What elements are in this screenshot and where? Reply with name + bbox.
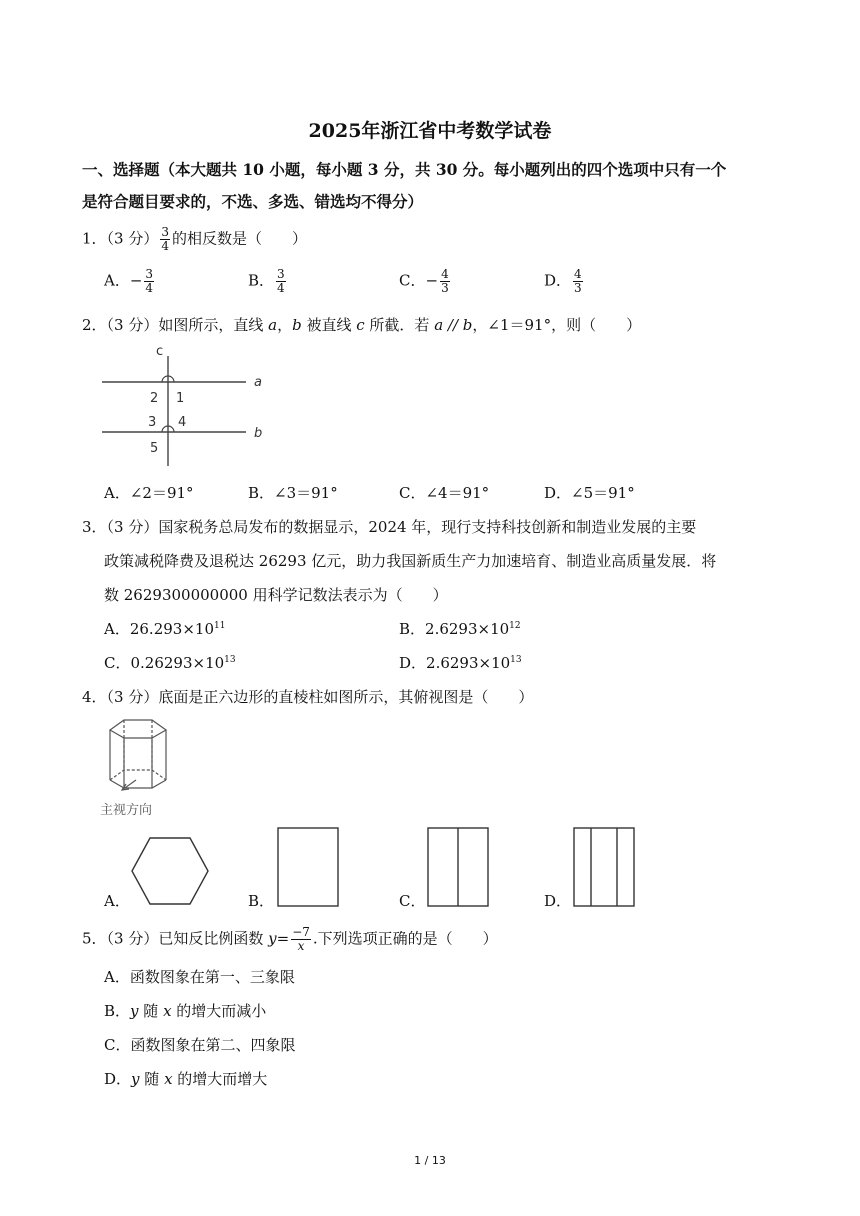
q2-option-d[interactable]: D．∠5＝91° (544, 484, 635, 502)
label-b: b (254, 426, 263, 441)
q4-option-c-two-panels[interactable] (426, 826, 490, 908)
q3-option-d[interactable]: D．$2.6293\times 10^{13}$ (399, 654, 522, 672)
q2-option-a[interactable]: A．∠2＝91° (104, 484, 194, 502)
question-3-line3: 数 2629300000000 用科学记数法表示为（ ） (104, 586, 448, 604)
q4-option-c-label[interactable]: C． (399, 892, 426, 910)
q3-option-a[interactable]: A．$26.293\times 10^{11}$ (104, 620, 226, 638)
q4-option-b-rectangle[interactable] (276, 826, 340, 908)
hexagonal-prism-figure (94, 714, 184, 824)
view-direction-caption: 主视方向 (100, 803, 153, 818)
q1-prefix: 1．（3 分） (82, 229, 159, 248)
question-2-stem: 2．（3 分）如图所示，直线 a，b 被直线 c 所截．若 a // b，∠1＝91°，则（ ） (82, 316, 642, 334)
label-3: 3 (148, 415, 157, 430)
q1-option-d[interactable]: D． $\frac{4}{3}$ (544, 267, 582, 295)
q4-option-b-label[interactable]: B． (248, 892, 275, 910)
parallel-lines-figure (98, 342, 270, 468)
page-number: 1 / 13 (414, 1154, 446, 1167)
q4-option-a-hexagon[interactable] (130, 834, 210, 908)
q1-option-b[interactable]: B． $\frac{3}{4}$ (248, 267, 285, 295)
label-a: a (254, 375, 262, 390)
q5-option-a[interactable]: A．函数图象在第一、三象限 (104, 968, 295, 986)
q2-option-c[interactable]: C．∠4＝91° (399, 484, 490, 502)
page-title: 2025年浙江省中考数学试卷 (308, 120, 552, 142)
q5-option-c[interactable]: C．函数图象在第二、四象限 (104, 1036, 296, 1054)
q4-option-d-three-panels[interactable] (572, 826, 636, 908)
q1-option-a[interactable]: A．− $\frac{3}{4}$ (104, 267, 154, 295)
q1-suffix: 的相反数是（ ） (172, 229, 308, 248)
q5-fraction: $\frac{-7}{x}$ (292, 925, 310, 953)
q4-option-a-label[interactable]: A． (104, 892, 130, 910)
question-3-line2: 政策减税降费及退税达 26293 亿元，助力我国新质生产力加速培育、制造业高质量发展．将 (104, 552, 717, 570)
q5-option-d[interactable]: D．y 随 x 的增大而增大 (104, 1070, 268, 1088)
q3-option-b[interactable]: B．$2.6293\times 10^{12}$ (399, 620, 521, 638)
q5-option-b[interactable]: B．y 随 x 的增大而减小 (104, 1002, 267, 1020)
question-3-line1: 3．（3 分）国家税务总局发布的数据显示，2024 年，现行支持科技创新和制造业发展的主要 (82, 518, 697, 536)
q1-fraction: $\frac{3}{4}$ (161, 225, 169, 253)
label-5: 5 (150, 441, 159, 456)
label-1: 1 (176, 391, 185, 406)
q1-option-c[interactable]: C．− $\frac{4}{3}$ (399, 267, 449, 295)
prism-top-face (110, 720, 166, 738)
section-heading-line1: 一、选择题（本大题共 10 小题，每小题 3 分，共 30 分。每小题列出的四个选项中只有一个 (82, 160, 727, 179)
question-1-stem (82, 226, 307, 253)
q2-option-b[interactable]: B．∠3＝91° (248, 484, 338, 502)
question-4-stem: 4．（3 分）底面是正六边形的直棱柱如图所示，其俯视图是（ ） (82, 688, 534, 706)
q4-option-d-label[interactable]: D． (544, 892, 572, 910)
label-c: c (156, 344, 164, 359)
section-heading-line2: 是符合题目要求的，不选、多选、错选均不得分） (82, 192, 424, 211)
q3-option-c[interactable]: C．$0.26293\times 10^{13}$ (104, 654, 236, 672)
label-2: 2 (150, 391, 159, 406)
label-4: 4 (178, 415, 187, 430)
question-5-stem: 5．（3 分）已知反比例函数 y= $\frac{-7}{x}$ .下列选项正确的是（ ） (82, 925, 498, 953)
